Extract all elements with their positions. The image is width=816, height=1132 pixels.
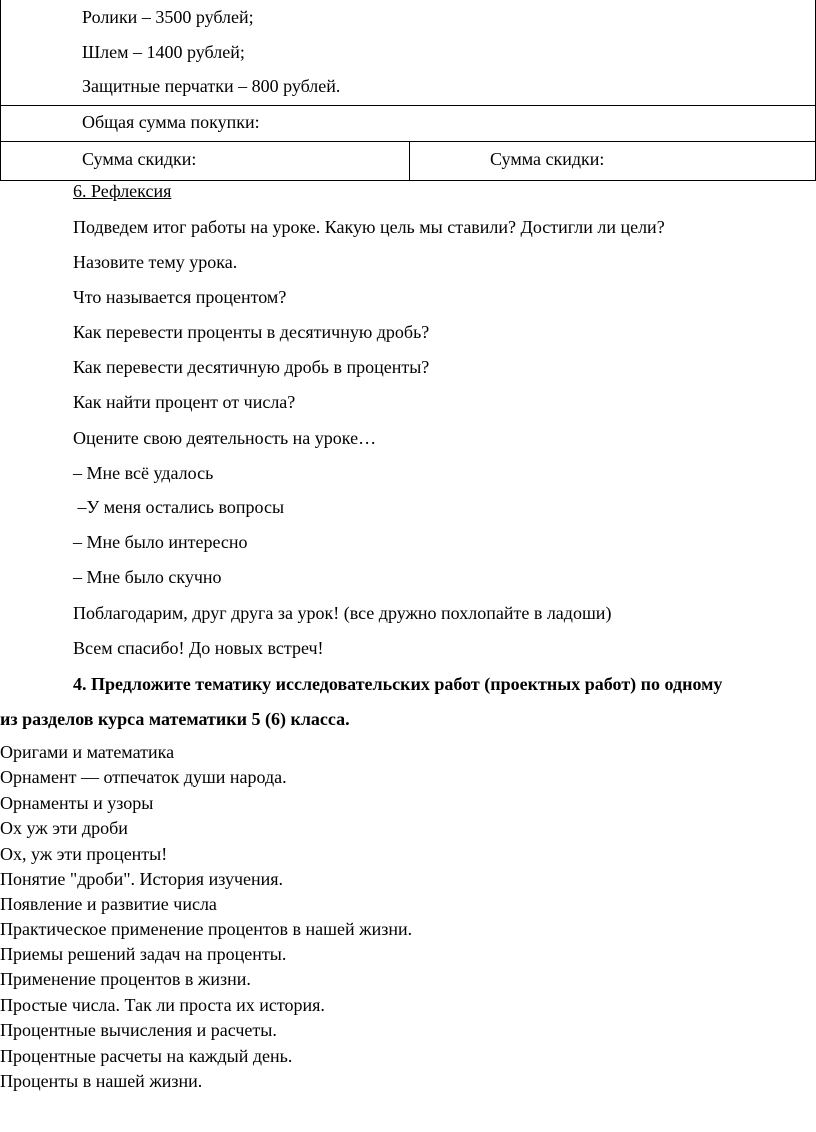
topic-item: Проценты в нашей жизни. — [0, 1071, 203, 1091]
topic-item: Ох уж эти дроби — [0, 818, 128, 838]
reflection-line: Как найти процент от числа? — [73, 392, 296, 412]
reflection-line: Всем спасибо! До новых встреч! — [73, 638, 324, 658]
topic-item: Простые числа. Так ли проста их история. — [0, 995, 325, 1015]
reflection-line: Как перевести десятичную дробь в проценты? — [73, 357, 430, 377]
prices-cell — [0, 0, 816, 106]
total-cell — [0, 105, 816, 142]
price-helmet: Шлем – 1400 рублей; — [82, 42, 245, 62]
task4-line1: 4. Предложите тематику исследовательских работ (проектных работ) по одному — [73, 674, 723, 694]
topic-item: Оригами и математика — [0, 742, 175, 762]
reflection-line: – Мне всё удалось — [73, 463, 214, 483]
reflection-line: Подведем итог работы на уроке. Какую цель мы ставили? Достигли ли цели? — [73, 217, 665, 237]
reflection-line: Что называется процентом? — [73, 287, 287, 307]
reflection-line: Назовите тему урока. — [73, 252, 238, 272]
reflection-line: Как перевести проценты в десятичную дробь? — [73, 322, 430, 342]
topic-item: Орнаменты и узоры — [0, 793, 154, 813]
topic-item: Появление и развитие числа — [0, 894, 217, 914]
price-table — [0, 0, 816, 181]
topic-item: Применение процентов в жизни. — [0, 969, 251, 989]
topic-item: Процентные вычисления и расчеты. — [0, 1020, 277, 1040]
total-label: Общая сумма покупки: — [82, 112, 260, 132]
topic-item: Практическое применение процентов в нашей жизни. — [0, 919, 413, 939]
task4-line2: из разделов курса математики 5 (6) класса. — [0, 709, 350, 729]
discount-cell-right — [409, 141, 816, 181]
topic-item: Понятие "дроби". История изучения. — [0, 869, 284, 889]
topic-item: Приемы решений задач на проценты. — [0, 944, 287, 964]
reflection-line: –У меня остались вопросы — [73, 497, 285, 517]
reflection-line: Оцените свою деятельность на уроке… — [73, 428, 377, 448]
price-rollers: Ролики – 3500 рублей; — [82, 7, 254, 27]
price-gloves: Защитные перчатки – 800 рублей. — [82, 76, 341, 96]
discount-cell-left — [0, 141, 410, 181]
discount-label-left: Сумма скидки: — [82, 149, 197, 169]
reflection-line: – Мне было скучно — [73, 567, 222, 587]
reflection-line: Поблагодарим, друг друга за урок! (все дружно похлопайте в ладоши) — [73, 603, 612, 623]
topic-item: Орнамент — отпечаток души народа. — [0, 767, 287, 787]
reflection-line: – Мне было интересно — [73, 532, 248, 552]
reflection-heading: 6. Рефлексия — [73, 181, 172, 201]
topic-item: Процентные расчеты на каждый день. — [0, 1046, 293, 1066]
topic-item: Ох, уж эти проценты! — [0, 844, 168, 864]
discount-label-right: Сумма скидки: — [490, 149, 605, 169]
